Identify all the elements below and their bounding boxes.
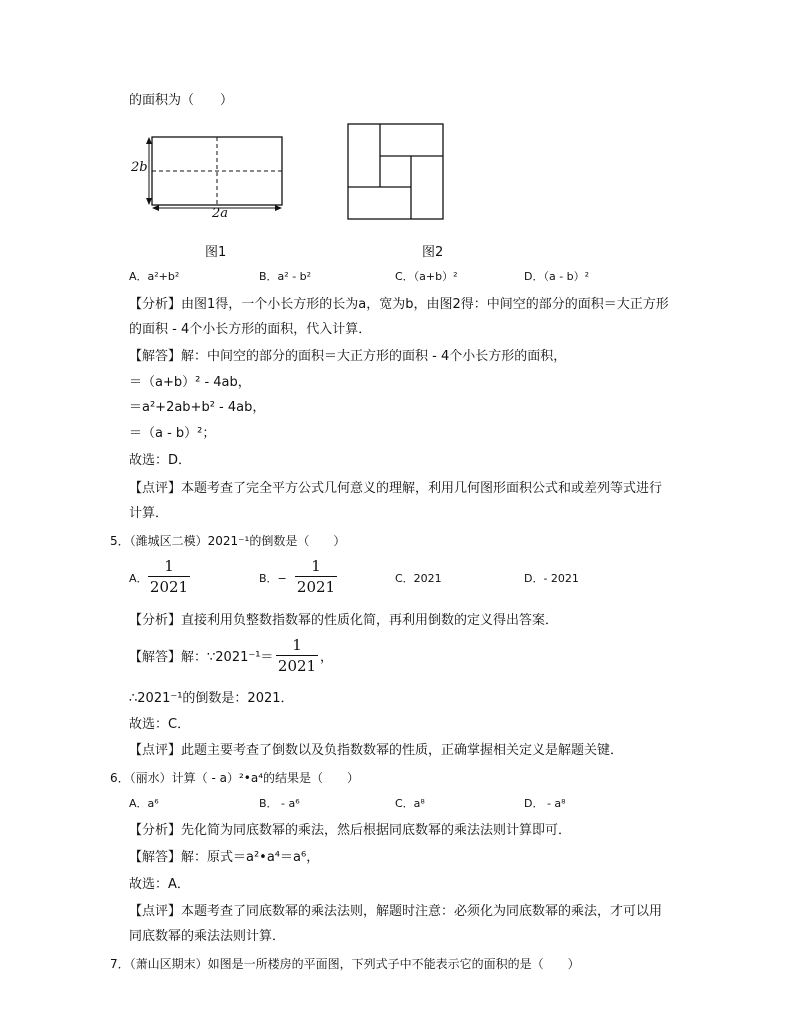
q6-option-b: B． - a⁶ <box>259 797 300 810</box>
q5-solution-prefix: 【解答】解：∵2021⁻¹＝ <box>129 650 274 665</box>
q4-option-d: D．（a - b）² <box>524 270 590 283</box>
q7-title: 7．（萧山区期末）如图是一所楼房的平面图，下列式子中不能表示它的面积的是（ ） <box>110 957 580 971</box>
fig2-caption: 图2 <box>422 245 444 260</box>
q5-option-b-fraction <box>295 557 337 596</box>
fraction-numerator: 1 <box>311 557 321 575</box>
q5-title: 5．（潍城区二模）2021⁻¹的倒数是（ ） <box>110 534 346 548</box>
fraction-denominator: 2021 <box>149 578 189 596</box>
q6-title: 6．（丽水）计算（ - a）²•a⁴的结果是（ ） <box>110 771 360 785</box>
q5-analysis: 【分析】直接利用负整数指数幂的性质化简，再利用倒数的定义得出答案． <box>129 613 559 628</box>
intro-text: 的面积为（ ） <box>129 93 234 108</box>
q4-analysis-line1: 【分析】由图1得，一个小长方形的长为a，宽为b，由图2得：中间空的部分的面积＝大正方形 <box>129 297 669 312</box>
fig2-outer-square <box>348 124 443 219</box>
q4-comment-line1: 【点评】本题考查了完全平方公式几何意义的理解，利用几何图形面积公式和或差列等式进行 <box>129 481 663 496</box>
q6-comment-line1: 【点评】本题考查了同底数幂的乘法法则，解题时注意：必须化为同底数幂的乘法，才可以用 <box>129 904 663 919</box>
q4-option-a: A．a²+b² <box>129 270 180 283</box>
q6-choice: 故选：A． <box>129 877 190 892</box>
q4-comment-line2: 计算． <box>129 506 169 521</box>
fig1-height-label: 2b <box>131 160 148 175</box>
q6-comment-line2: 同底数幂的乘法法则计算． <box>129 929 286 944</box>
q4-step2: ＝a²+2ab+b² - 4ab， <box>129 400 266 415</box>
q5-option-b-prefix: B．− <box>259 572 287 585</box>
q6-analysis: 【分析】先化简为同底数幂的乘法，然后根据同底数幂的乘法法则计算即可． <box>129 823 572 838</box>
q6-option-d: D． - a⁸ <box>524 797 566 810</box>
q4-option-c: C．（a+b）² <box>395 270 458 283</box>
q4-choice: 故选：D． <box>129 453 192 468</box>
q5-solution-fraction <box>276 636 318 675</box>
fraction-denominator: 2021 <box>296 578 336 596</box>
figure-1-diagram <box>125 128 295 228</box>
q4-analysis-line2: 的面积 - 4个小长方形的面积，代入计算． <box>129 322 372 337</box>
fig1-caption: 图1 <box>205 245 227 260</box>
q5-result: ∴2021⁻¹的倒数是：2021． <box>129 691 294 706</box>
fraction-numerator: 1 <box>164 557 174 575</box>
q5-choice: 故选：C． <box>129 717 191 732</box>
q5-comment: 【点评】此题主要考查了倒数以及负指数数幂的性质，正确掌握相关定义是解题关键． <box>129 743 624 758</box>
q6-option-c: C．a⁸ <box>395 797 425 810</box>
fraction-numerator: 1 <box>292 636 302 654</box>
figure-2-diagram <box>345 121 447 223</box>
q4-option-b: B．a² - b² <box>259 270 312 283</box>
q5-option-c: C．2021 <box>395 572 442 585</box>
q6-solution: 【解答】解：原式＝a²•a⁴＝a⁶， <box>129 850 320 865</box>
q5-option-d: D．- 2021 <box>524 572 579 585</box>
q4-step3: ＝（a - b）²； <box>129 426 216 441</box>
fig1-width-label: 2a <box>212 206 229 221</box>
q4-solution-line1: 【解答】解：中间空的部分的面积＝大正方形的面积 - 4个小长方形的面积， <box>129 349 567 364</box>
q5-option-a-fraction <box>148 557 190 596</box>
q5-option-a-prefix: A． <box>129 572 148 585</box>
q4-step1: ＝（a+b）² - 4ab， <box>129 375 251 390</box>
q6-option-a: A．a⁶ <box>129 797 159 810</box>
fraction-denominator: 2021 <box>277 657 317 675</box>
q5-solution-suffix: ， <box>320 650 334 665</box>
